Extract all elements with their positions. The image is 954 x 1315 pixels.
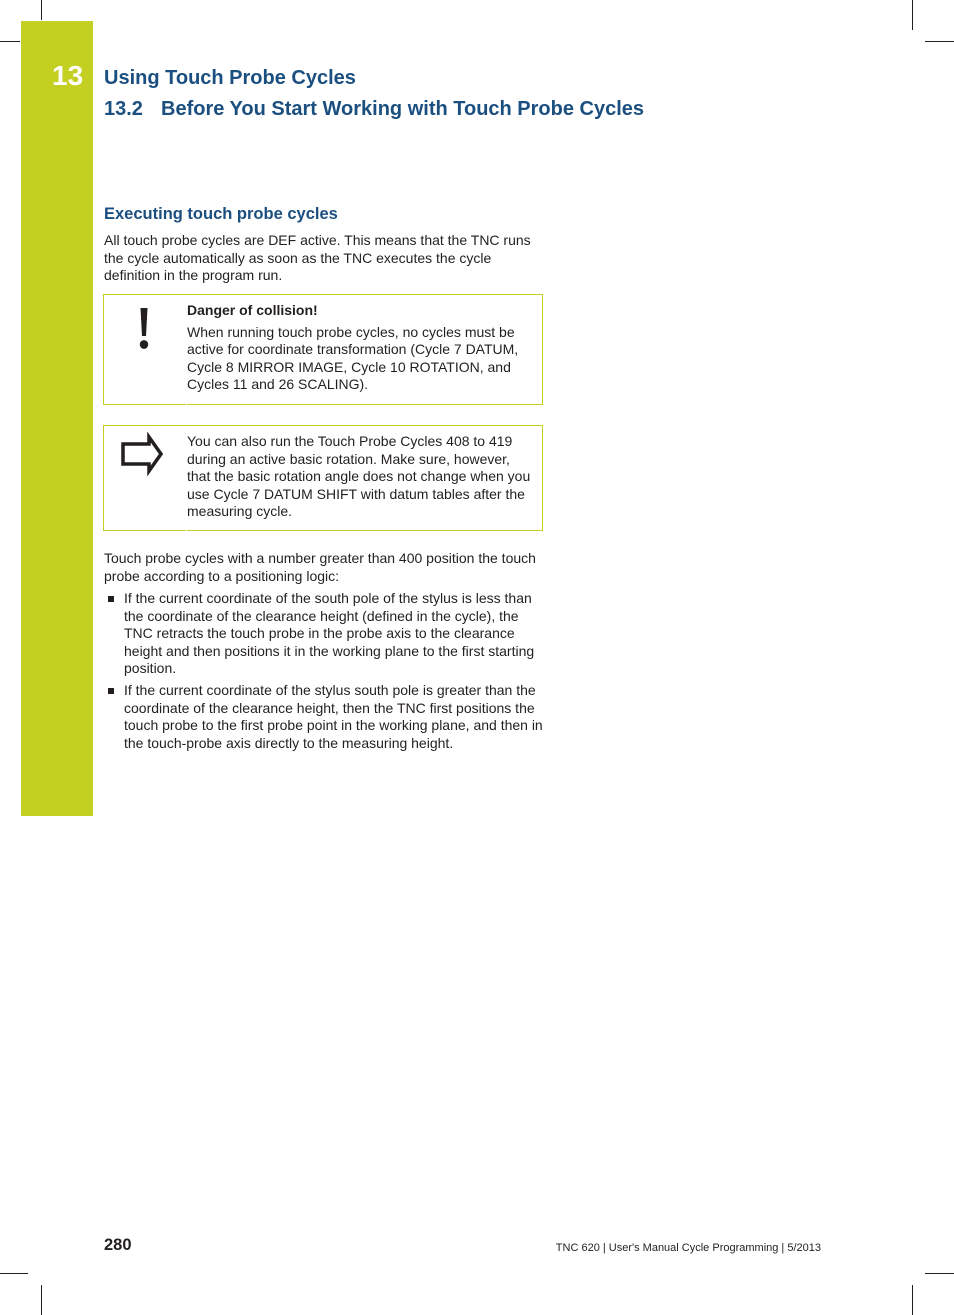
list-item (104, 590, 544, 678)
crop-mark (41, 0, 42, 20)
warning-content (187, 302, 532, 394)
crop-mark (0, 1273, 28, 1274)
crop-mark (912, 1285, 913, 1315)
arrow-right-icon (104, 426, 186, 491)
bullet-square-icon (108, 596, 114, 602)
crop-mark (925, 1273, 954, 1274)
footer-text: TNC 620 | User's Manual Cycle Programming | 5/2013 (555, 1242, 821, 1254)
warning-box (103, 294, 543, 405)
subsection-heading: Executing touch probe cycles (104, 205, 338, 223)
page-number: 280 (104, 1236, 132, 1254)
chapter-sidebar (21, 21, 93, 816)
section-title (104, 98, 644, 121)
section-number: 13.2 (104, 98, 143, 120)
list-item-text: If the current coordinate of the stylus south pole is greater than the coordinate of the clearance height, then the TNC first positions the touch probe to the first probe point in the working plane, and then in the touch-probe axis directly to the measuring height. (124, 681, 543, 751)
positioning-logic-list (104, 590, 544, 756)
bullet-square-icon (108, 688, 114, 694)
intro-paragraph: All touch probe cycles are DEF active. This means that the TNC runs the cycle automatically as soon as the TNC executes the cycle definition in the program run. (104, 232, 531, 284)
note-box (103, 425, 543, 531)
chapter-number: 13 (52, 60, 84, 91)
warning-text: When running touch probe cycles, no cycles must be active for coordinate transformation (Cycle 7 DATUM, Cycle 8 MIRROR IMAGE, Cycle 10 ROTATION, and Cycles 11 and 26 SCALING). (187, 323, 519, 393)
logic-intro-paragraph: Touch probe cycles with a number greater than 400 position the touch probe according to a positioning logic: (104, 550, 536, 584)
crop-mark (41, 1285, 42, 1315)
crop-mark (0, 41, 20, 42)
list-item (104, 682, 544, 752)
crop-mark (925, 41, 954, 42)
exclamation-icon (104, 295, 186, 370)
warning-title: Danger of collision! (187, 302, 318, 318)
section-title-text: Before You Start Working with Touch Probe Cycles (161, 98, 645, 120)
note-text: You can also run the Touch Probe Cycles 408 to 419 during an active basic rotation. Make sure, however, that the basic rotation angle does not change when you use Cycle 7 DATUM SHIFT with datum tables after the measuring cycle. (187, 433, 531, 520)
chapter-title: Using Touch Probe Cycles (104, 67, 356, 89)
list-item-text: If the current coordinate of the south pole of the stylus is less than the coordinate of the clearance height (defined in the cycle), the TNC retracts the touch probe in the probe axis to the clearance height and then positions it in the working plane to the first starting position. (124, 590, 535, 677)
crop-mark (912, 0, 913, 30)
